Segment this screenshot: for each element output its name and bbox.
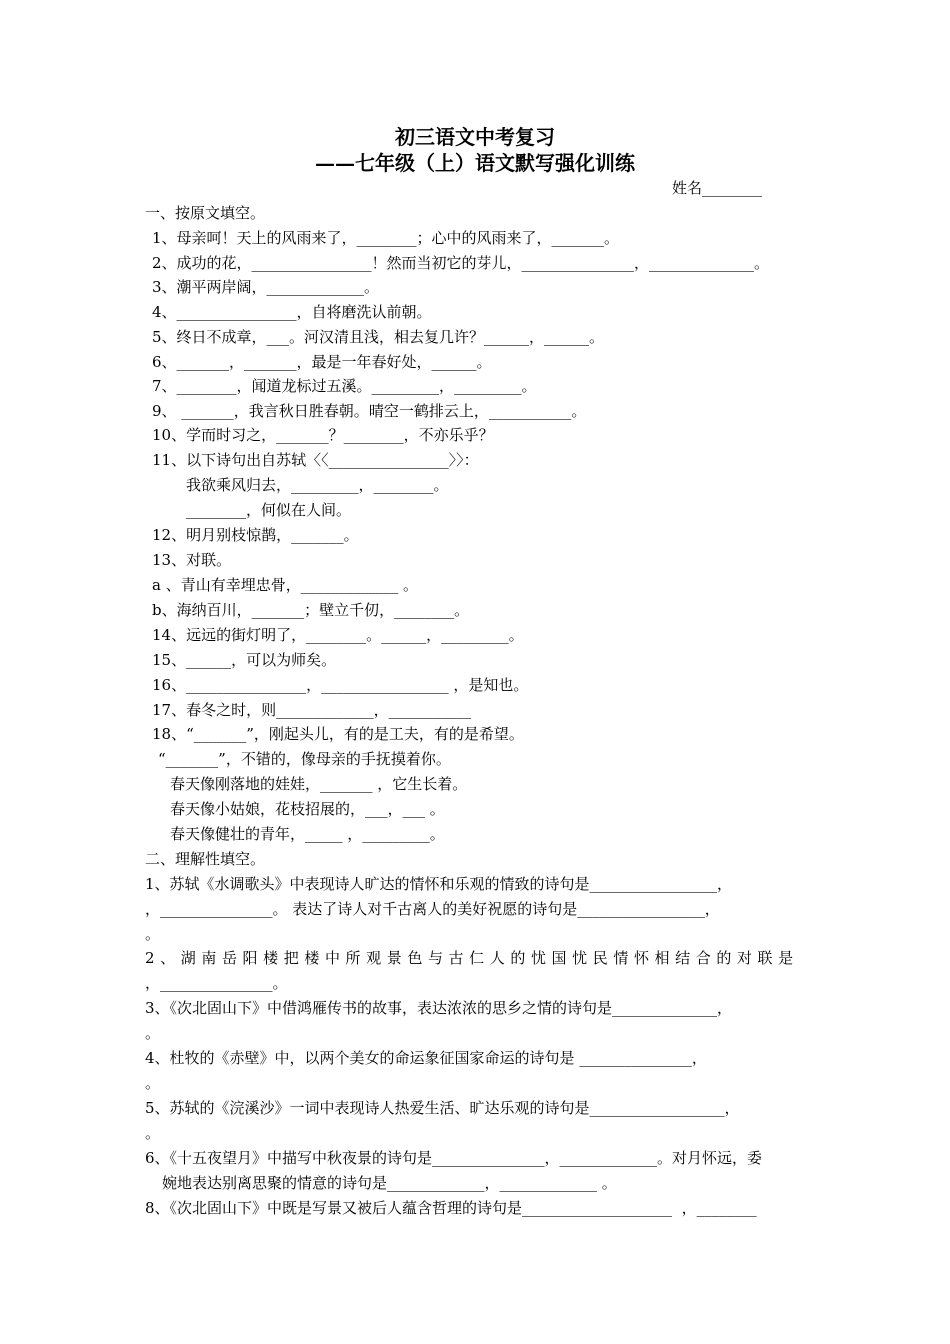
question-line: ________，何似在人间。 (186, 501, 352, 519)
question-line: 春天像健壮的青年，_____ ，_________。 (170, 825, 445, 843)
question-line: 我欲乘风归去，_________，________。 (186, 476, 449, 494)
section-heading: 一、按原文填空。 (145, 204, 266, 222)
question-line: 春天像小姑娘，花枝招展的，___，___ 。 (170, 800, 445, 818)
question-line: 16、________________，_________________ ，是知也。 (152, 676, 529, 694)
question-line: 6、《十五夜望月》中描写中秋夜景的诗句是_______________，_____________。对月怀远，委 (145, 1149, 763, 1167)
question-line: 2、成功的花，________________！然而当初它的芽儿，_______________，______________。 (152, 254, 770, 272)
page-subtitle: ——七年级（上）语文默写强化训练 (315, 151, 635, 175)
question-line: 17、春冬之时，则_____________，___________ (152, 701, 472, 719)
question-line: 12、明月别枝惊鹊，_______。 (152, 526, 359, 544)
name-field: 姓名________ (672, 179, 763, 197)
question-line: ，_______________。 表达了诗人对千古离人的美好祝愿的诗句是_________________， (145, 900, 720, 918)
question-line: 15、______，可以为师矣。 (152, 651, 337, 669)
question-line: 春天像刚落地的娃娃，_______ ，它生长着。 (170, 775, 468, 793)
question-line: 6、_______，_______，最是一年春好处，______。 (152, 353, 492, 371)
question-line: 10、学而时习之，_______？________，不亦乐乎？ (152, 426, 494, 444)
question-line: 8、《次北固山下》中既是写景又被后人蕴含哲理的诗句是____________________ ，________ (145, 1199, 757, 1217)
question-line: 。 (145, 1024, 161, 1042)
question-line: 。 (145, 925, 161, 943)
question-line: a 、青山有幸埋忠骨，_____________ 。 (152, 576, 418, 594)
question-line: 18、“_______”，刚起头儿，有的是工夫，有的是希望。 (152, 725, 524, 743)
question-line: 2、湖南岳阳楼把楼中所观景色与古仁人的忧国忧民情怀相结合的对联是 (145, 949, 799, 967)
question-line: 11、以下诗句出自苏轼〈〈________________〉〉： (152, 451, 479, 469)
question-line: 1、母亲呵！天上的风雨来了，________；心中的风雨来了，_______。 (152, 229, 620, 247)
question-line: 4、杜牧的《赤壁》中，以两个美女的命运象征国家命运的诗句是 _______________， (145, 1049, 707, 1067)
question-line: 婉地表达别离思聚的情意的诗句是_____________，_____________ 。 (162, 1174, 617, 1192)
question-line: 3、潮平两岸阔，_____________。 (152, 278, 380, 296)
question-line: 5、终日不成章，___。河汉清且浅，相去复几许？______，______。 (152, 328, 605, 346)
question-line: 5、苏轼的《浣溪沙》一词中表现诗人热爱生活、旷达乐观的诗句是__________________， (145, 1099, 740, 1117)
question-line: “_______”，不错的，像母亲的手抚摸着你。 (158, 750, 451, 768)
question-line: ，_______________。 (145, 974, 288, 992)
question-line: 4、________________，自将磨洗认前朝。 (152, 303, 432, 321)
question-line: 。 (145, 1124, 161, 1142)
page-title: 初三语文中考复习 (395, 125, 555, 149)
question-line: 3、《次北固山下》中借鸿雁传书的故事，表达浓浓的思乡之情的诗句是______________， (145, 999, 733, 1017)
question-line: 9、 _______，我言秋日胜春朝。晴空一鹤排云上，___________。 (152, 402, 587, 420)
question-line: b、海纳百川，_______；壁立千仞，________。 (152, 601, 470, 619)
question-line: 1、苏轼《水调歌头》中表现诗人旷达的情怀和乐观的情致的诗句是_________________， (145, 875, 733, 893)
question-line: 7、________，闻道龙标过五溪。_________，_________。 (152, 377, 537, 395)
question-line: 13、对联。 (152, 551, 232, 569)
question-line: 14、远远的街灯明了，________。______，_________。 (152, 626, 524, 644)
section-heading: 二、理解性填空。 (145, 850, 266, 868)
question-line: 。 (145, 1074, 161, 1092)
